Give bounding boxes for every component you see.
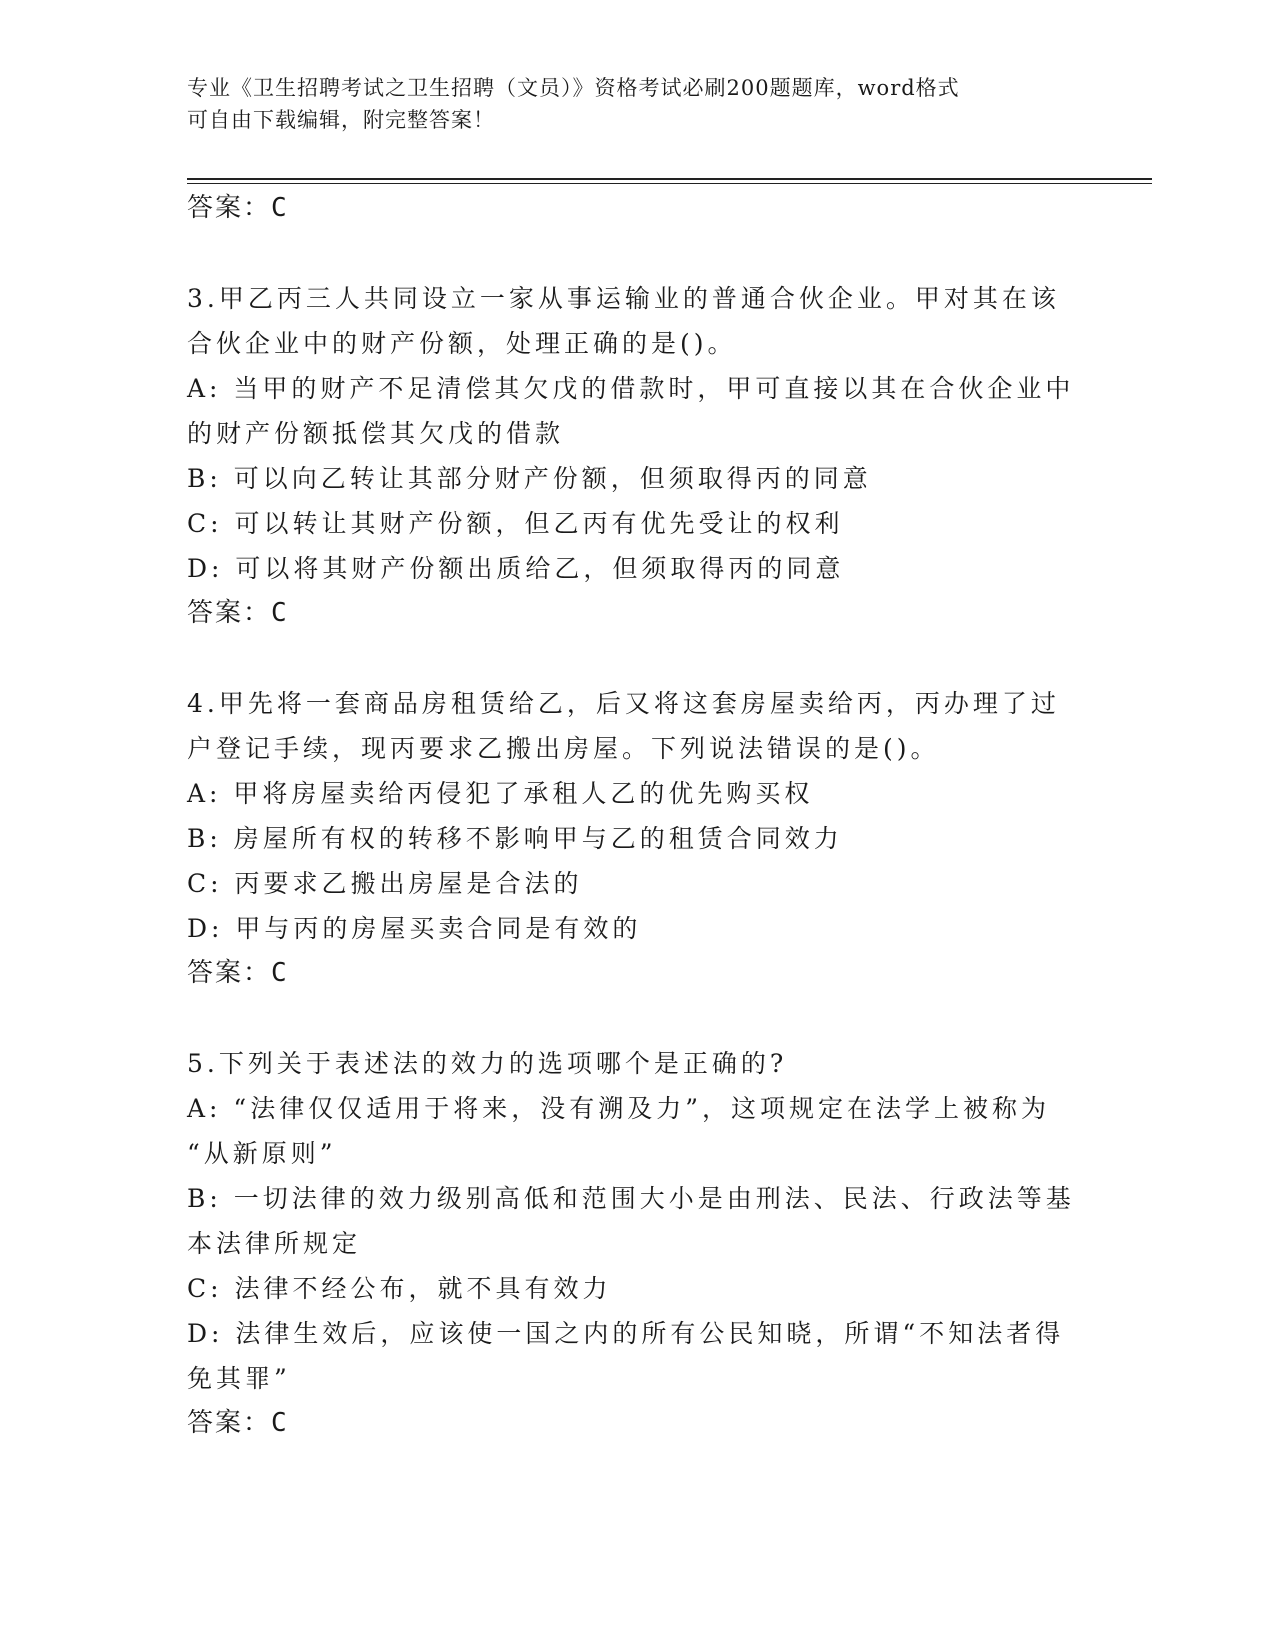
header-rule-thin xyxy=(187,183,1152,184)
option-a-cont: 的财产份额抵偿其欠戊的借款 xyxy=(187,419,565,448)
question-stem-line: 4.甲先将一套商品房租赁给乙，后又将这套房屋卖给丙，丙办理了过 xyxy=(187,689,1060,718)
header-line-2: 可自由下载编辑，附完整答案！ xyxy=(187,108,495,132)
header-rule-thick xyxy=(187,178,1152,180)
header-line-1: 专业《卫生招聘考试之卫生招聘（文员）》资格考试必刷200题题库，word格式 xyxy=(187,76,960,100)
option-d: D: 甲与丙的房屋买卖合同是有效的 xyxy=(187,914,642,943)
option-c: C: 可以转让其财产份额，但乙丙有优先受让的权利 xyxy=(187,509,844,538)
option-d: D: 可以将其财产份额出质给乙，但须取得丙的同意 xyxy=(187,554,845,583)
option-a: A: “法律仅仅适用于将来，没有溯及力”，这项规定在法学上被称为 xyxy=(187,1094,1050,1123)
question-stem-line: 5.下列关于表述法的效力的选项哪个是正确的? xyxy=(187,1049,788,1078)
question-stem-line: 户登记手续，现丙要求乙搬出房屋。下列说法错误的是()。 xyxy=(187,734,940,763)
question-list xyxy=(187,186,1087,1446)
question-stem-line: 合伙企业中的财产份额，处理正确的是()。 xyxy=(187,329,737,358)
option-b: B: 一切法律的效力级别高低和范围大小是由刑法、民法、行政法等基 xyxy=(187,1184,1075,1213)
answer: 答案：C xyxy=(187,598,289,628)
option-a-cont: “从新原则” xyxy=(187,1139,337,1168)
option-a: A: 甲将房屋卖给丙侵犯了承租人乙的优先购买权 xyxy=(187,779,814,808)
option-b: B: 可以向乙转让其部分财产份额，但须取得丙的同意 xyxy=(187,464,872,493)
option-c: C: 法律不经公布，就不具有效力 xyxy=(187,1274,612,1303)
option-d: D: 法律生效后，应该使一国之内的所有公民知晓，所谓“不知法者得 xyxy=(187,1319,1065,1348)
answer: 答案：C xyxy=(187,1408,289,1438)
option-a: A: 当甲的财产不足清偿其欠戊的借款时，甲可直接以其在合伙企业中 xyxy=(187,374,1075,403)
question-5 xyxy=(187,1041,1087,1446)
question-4 xyxy=(187,681,1087,996)
option-b: B: 房屋所有权的转移不影响甲与乙的租赁合同效力 xyxy=(187,824,843,853)
option-c: C: 丙要求乙搬出房屋是合法的 xyxy=(187,869,583,898)
option-b-cont: 本法律所规定 xyxy=(187,1229,362,1258)
page-header xyxy=(187,72,1067,136)
answer: 答案：C xyxy=(187,958,289,988)
answer-previous: 答案：C xyxy=(187,193,289,223)
option-d-cont: 免其罪” xyxy=(187,1364,291,1393)
question-stem-line: 3.甲乙丙三人共同设立一家从事运输业的普通合伙企业。甲对其在该 xyxy=(187,284,1060,313)
question-3 xyxy=(187,276,1087,636)
